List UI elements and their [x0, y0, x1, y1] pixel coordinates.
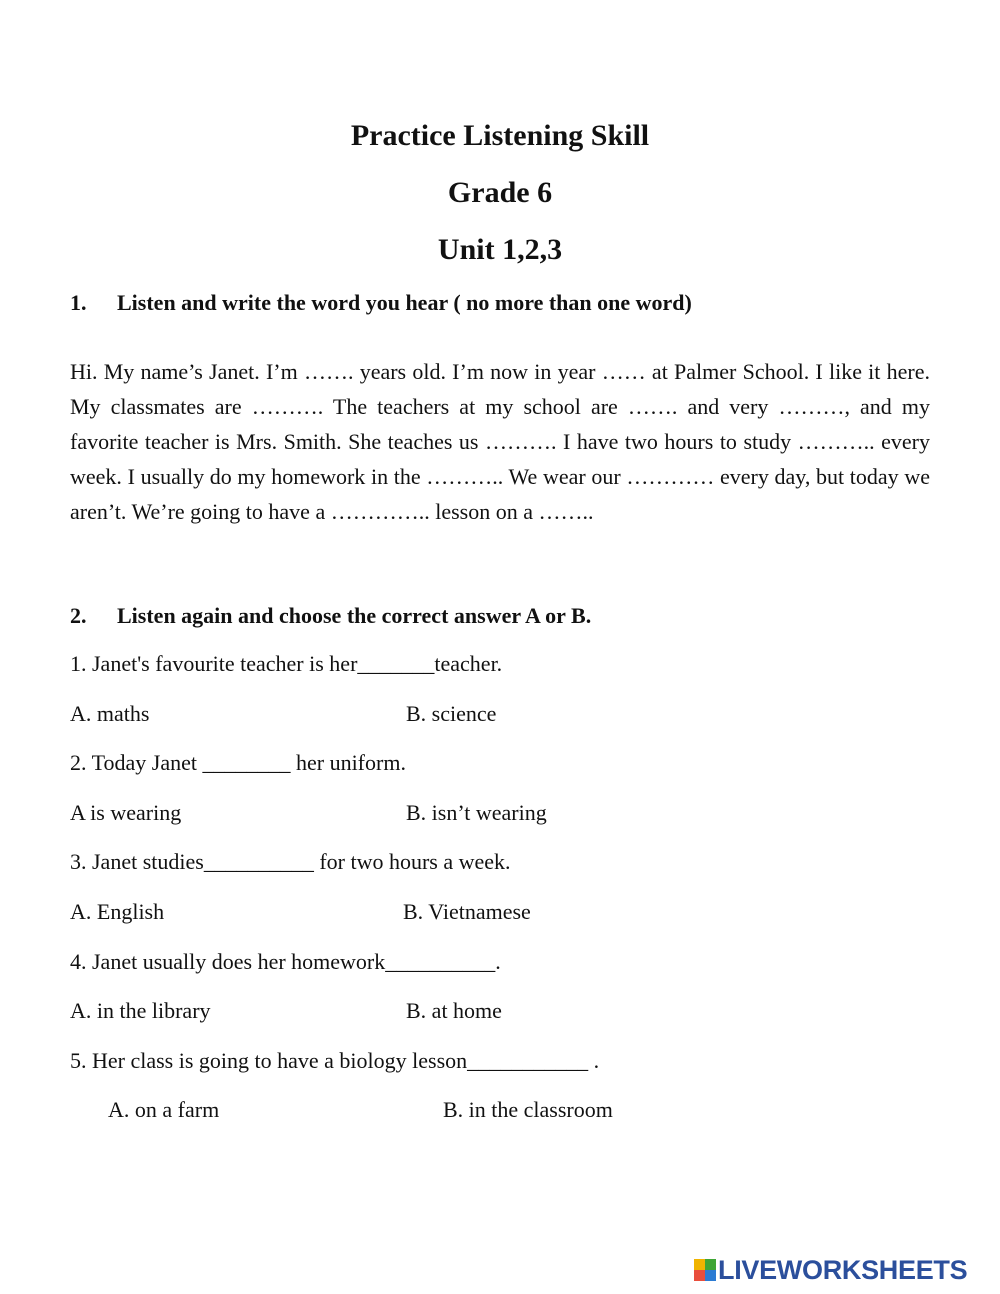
question-4-option-a[interactable]: A. in the library [70, 998, 211, 1023]
question-5: 5. Her class is going to have a biology lesson___________ . [70, 1048, 600, 1073]
section-2-instruction: Listen again and choose the correct answer A or B. [117, 603, 592, 628]
section-2-heading [70, 602, 591, 630]
section-1-instruction: Listen and write the word you hear ( no more than one word) [117, 290, 692, 315]
section-1-number: 1. [70, 290, 87, 315]
question-3-option-a[interactable]: A. English [70, 899, 165, 924]
question-2: 2. Today Janet ________ her uniform. [70, 750, 406, 775]
question-1-option-b[interactable]: B. science [406, 701, 497, 726]
section-2-number: 2. [70, 603, 87, 628]
question-1: 1. Janet's favourite teacher is her_______teacher. [70, 651, 503, 676]
question-5-option-a[interactable]: A. on a farm [108, 1097, 220, 1122]
question-1-option-a[interactable]: A. maths [70, 701, 150, 726]
question-3-option-b[interactable]: B. Vietnamese [403, 899, 531, 924]
question-4: 4. Janet usually does her homework__________. [70, 949, 501, 974]
question-2-option-a[interactable]: A is wearing [70, 800, 182, 825]
logo-square-2 [705, 1259, 716, 1270]
question-4-option-b[interactable]: B. at home [406, 998, 502, 1023]
logo-square-1 [694, 1259, 705, 1270]
unit-heading: Unit 1,2,3 [437, 233, 563, 266]
liveworksheets-logo [694, 1255, 967, 1285]
grade-heading: Grade 6 [447, 176, 553, 209]
page-title: Practice Listening Skill [350, 119, 650, 152]
logo-square-4 [705, 1270, 716, 1281]
question-5-option-b[interactable]: B. in the classroom [443, 1097, 613, 1122]
logo-square-3 [694, 1270, 705, 1281]
liveworksheets-logo-text: LIVEWORKSHEETS [718, 1255, 968, 1285]
listening-passage: Hi. My name’s Janet. I’m ……. years old. I’m now in year …… at Palmer School. I like it here. My classmates are ………. The teachers at my school are ……. and very ………, and my favorite teacher is Mrs. Smith. She teaches us ………. I have two hours to study ……….. every week. I usually do my homework in the ……….. We wear our ………… every day, but today we aren’t. We’re going to have a ………….. lesson on a …….. [70, 359, 930, 524]
liveworksheets-logo-icon [694, 1259, 716, 1281]
question-3: 3. Janet studies__________ for two hours a week. [70, 849, 511, 874]
question-2-option-b[interactable]: B. isn’t wearing [406, 800, 547, 825]
section-1-heading [70, 289, 692, 317]
